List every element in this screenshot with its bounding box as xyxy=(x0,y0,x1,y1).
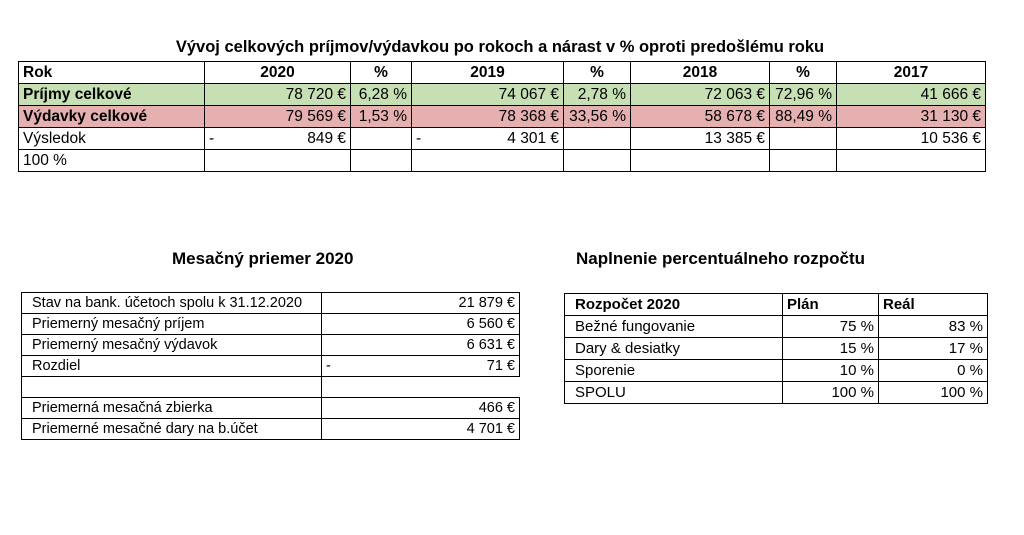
table-row xyxy=(565,316,988,338)
value-cell: 6 560 € xyxy=(322,314,520,335)
empty-cell xyxy=(564,128,631,150)
percent-cell: 1,53 % xyxy=(351,106,412,128)
expense-row xyxy=(19,106,986,128)
real-cell: 0 % xyxy=(879,360,988,382)
row-label: Bežné fungovanie xyxy=(565,316,783,338)
value-cell: 58 678 € xyxy=(631,106,770,128)
value-text: 71 € xyxy=(486,358,515,374)
value-cell: 13 385 € xyxy=(631,128,770,150)
empty-cell xyxy=(22,377,322,398)
budget-title: Naplnenie percentuálneho rozpočtu xyxy=(576,249,866,268)
percent-base-row xyxy=(19,150,986,172)
row-label: Priemerné mesačné dary na b.účet xyxy=(22,419,322,440)
percent-cell: 6,28 % xyxy=(351,84,412,106)
value-cell: 74 067 € xyxy=(412,84,564,106)
budget-table xyxy=(564,293,988,404)
header-cell-pct: % xyxy=(770,62,837,84)
row-label: Výdavky celkové xyxy=(19,106,205,128)
header-cell-real: Reál xyxy=(879,294,988,316)
income-row xyxy=(19,84,986,106)
row-label: Výsledok xyxy=(19,128,205,150)
value-cell xyxy=(412,128,564,150)
value-cell: 4 701 € xyxy=(322,419,520,440)
empty-cell xyxy=(564,150,631,172)
empty-cell xyxy=(770,150,837,172)
empty-cell xyxy=(205,150,351,172)
table-row xyxy=(565,338,988,360)
header-cell-pct: % xyxy=(351,62,412,84)
value-cell: 466 € xyxy=(322,398,520,419)
value-cell: 41 666 € xyxy=(837,84,986,106)
percent-cell: 33,56 % xyxy=(564,106,631,128)
value-cell: 78 720 € xyxy=(205,84,351,106)
value-cell: 21 879 € xyxy=(322,293,520,314)
percent-cell: 88,49 % xyxy=(770,106,837,128)
row-label: SPOLU xyxy=(565,382,783,404)
value-cell: 79 569 € xyxy=(205,106,351,128)
row-label: Stav na bank. účetoch spolu k 31.12.2020 xyxy=(22,293,322,314)
value-cell: 78 368 € xyxy=(412,106,564,128)
table-row xyxy=(565,382,988,404)
table-row xyxy=(22,356,520,377)
empty-cell xyxy=(631,150,770,172)
table-row xyxy=(22,398,520,419)
value-cell: 72 063 € xyxy=(631,84,770,106)
empty-cell xyxy=(770,128,837,150)
percent-cell: 2,78 % xyxy=(564,84,631,106)
plan-cell: 15 % xyxy=(783,338,879,360)
header-cell-2019: 2019 xyxy=(412,62,564,84)
empty-cell xyxy=(351,150,412,172)
row-label: Sporenie xyxy=(565,360,783,382)
table-row xyxy=(565,360,988,382)
real-cell: 17 % xyxy=(879,338,988,360)
sign-text: - xyxy=(416,129,422,147)
row-label: 100 % xyxy=(19,150,205,172)
row-label: Dary & desiatky xyxy=(565,338,783,360)
monthly-average-title: Mesačný priemer 2020 xyxy=(172,249,354,268)
result-row xyxy=(19,128,986,150)
plan-cell: 75 % xyxy=(783,316,879,338)
percent-cell: 72,96 % xyxy=(770,84,837,106)
real-cell: 83 % xyxy=(879,316,988,338)
value-cell xyxy=(322,356,520,377)
spacer-row xyxy=(22,377,520,398)
table-row xyxy=(22,419,520,440)
table-row xyxy=(22,314,520,335)
header-cell-2018: 2018 xyxy=(631,62,770,84)
table-header-row xyxy=(565,294,988,316)
sign-text: - xyxy=(209,129,215,147)
value-cell: 31 130 € xyxy=(837,106,986,128)
table-row xyxy=(22,335,520,356)
table-row xyxy=(22,293,520,314)
table-header-row xyxy=(19,62,986,84)
page-title: Vývoj celkových príjmov/výdavkou po rokoch a nárast v % oproti predošlému roku xyxy=(175,38,825,56)
empty-cell xyxy=(351,128,412,150)
value-text: 4 301 € xyxy=(507,129,559,147)
header-cell-plan: Plán xyxy=(783,294,879,316)
value-text: 849 € xyxy=(307,129,346,147)
sign-text: - xyxy=(326,358,331,374)
value-cell xyxy=(205,128,351,150)
empty-cell xyxy=(322,377,520,398)
row-label: Priemerný mesačný príjem xyxy=(22,314,322,335)
row-label: Priemerný mesačný výdavok xyxy=(22,335,322,356)
header-cell-pct: % xyxy=(564,62,631,84)
yearly-comparison-table xyxy=(18,61,986,172)
header-cell-2020: 2020 xyxy=(205,62,351,84)
row-label: Priemerná mesačná zbierka xyxy=(22,398,322,419)
plan-cell: 100 % xyxy=(783,382,879,404)
empty-cell xyxy=(412,150,564,172)
header-cell-rok: Rok xyxy=(19,62,205,84)
value-cell: 10 536 € xyxy=(837,128,986,150)
monthly-average-table xyxy=(21,292,520,440)
header-cell-budget: Rozpočet 2020 xyxy=(565,294,783,316)
row-label: Rozdiel xyxy=(22,356,322,377)
header-cell-2017: 2017 xyxy=(837,62,986,84)
plan-cell: 10 % xyxy=(783,360,879,382)
value-cell: 6 631 € xyxy=(322,335,520,356)
row-label: Príjmy celkové xyxy=(19,84,205,106)
real-cell: 100 % xyxy=(879,382,988,404)
empty-cell xyxy=(837,150,986,172)
